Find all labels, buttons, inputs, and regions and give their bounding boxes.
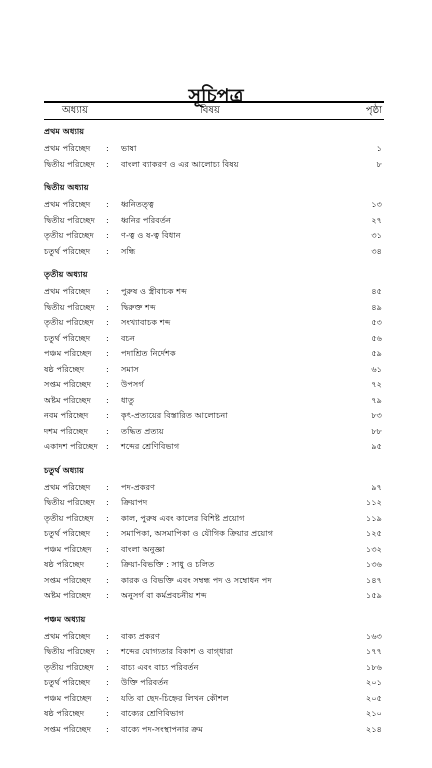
colon-separator: :: [106, 441, 109, 451]
subject-text: শব্দের শ্রেণিবিভাগ: [121, 441, 180, 451]
colon-separator: :: [106, 425, 109, 436]
chapter-label: দ্বিতীয় পরিচ্ছেদ: [44, 158, 95, 169]
toc-row: [44, 141, 384, 157]
toc-row: [44, 362, 384, 378]
subject-text: ক্রিয়া-বিভক্তি : সাধু ও চলিত: [121, 559, 215, 569]
chapter-label: তৃতীয় পরিচ্ছেদ: [44, 230, 94, 240]
toc-row: [44, 495, 384, 511]
colon-separator: :: [106, 630, 109, 641]
subject-text: ধ্বনির পরিবর্তন: [121, 214, 171, 225]
colon-separator: :: [106, 481, 109, 492]
chapter-label: দ্বিতীয় পরিচ্ছেদ: [44, 646, 95, 656]
toc-row: [44, 408, 384, 424]
subject-text: বাক্যের শ্রেণিবিভাগ: [121, 708, 184, 718]
page-number: ৫৬: [371, 332, 382, 343]
subject-text: পদ-প্রকরণ: [121, 481, 156, 492]
colon-separator: :: [106, 543, 109, 554]
colon-separator: :: [106, 723, 109, 734]
subject-text: সমাপিকা, অসমাপিকা ও যৌগিক ক্রিয়ার প্রয়োগ: [121, 528, 274, 538]
header-page: পৃষ্ঠা: [365, 105, 382, 116]
toc-row: [44, 424, 384, 440]
page-number: ৫৯: [371, 348, 382, 358]
toc-body: [44, 124, 384, 745]
subject-text: কাল, পুরুষ এবং কালের বিশিষ্ট প্রয়োগ: [121, 512, 245, 523]
page-number: ১২৫: [366, 528, 382, 538]
toc-row: [44, 706, 384, 722]
chapter-label: সপ্তম পরিচ্ছেদ: [44, 723, 92, 734]
subject-text: বচন: [121, 332, 135, 343]
header-subject: বিষয়: [200, 105, 220, 116]
colon-separator: :: [106, 245, 109, 256]
page-number: ৮৩: [371, 410, 382, 420]
chapter-label: তৃতীয় পরিচ্ছেদ: [44, 512, 94, 523]
chapter-label: ষষ্ঠ পরিচ্ছেদ: [44, 708, 85, 718]
colon-separator: :: [106, 528, 109, 538]
subject-text: দ্বিরুক্ত শব্দ: [121, 301, 156, 312]
page-number: ৭২: [371, 379, 382, 389]
chapter-label: প্রথম পরিচ্ছেদ: [44, 286, 91, 296]
page-number: ৯৭: [371, 481, 382, 492]
toc-row: [44, 377, 384, 393]
colon-separator: :: [106, 677, 109, 687]
chapter-label: চতুর্থ পরিচ্ছেদ: [44, 528, 91, 538]
chapter-label: অষ্টম পরিচ্ছেদ: [44, 394, 91, 405]
colon-separator: :: [106, 590, 109, 600]
subject-text: সমাস: [121, 363, 139, 374]
toc-row: [44, 439, 384, 455]
subject-text: সংখ্যাবাচক শব্দ: [121, 317, 171, 327]
toc-row: [44, 644, 384, 660]
toc-row: [44, 346, 384, 362]
subject-text: ণ-ত্ব ও ষ-ত্ব বিধান: [121, 230, 181, 240]
colon-separator: :: [106, 692, 109, 703]
page-number: ১৭৭: [366, 646, 382, 656]
subject-text: বাচ্য এবং বাচ্য পরিবর্তন: [121, 661, 199, 672]
toc-row: [44, 331, 384, 347]
chapter-label: সপ্তম পরিচ্ছেদ: [44, 574, 92, 585]
chapter-label: ষষ্ঠ পরিচ্ছেদ: [44, 559, 85, 569]
chapter-label: প্রথম পরিচ্ছেদ: [44, 481, 91, 492]
toc-row: [44, 300, 384, 316]
chapter-label: দ্বিতীয় পরিচ্ছেদ: [44, 301, 95, 312]
subject-text: ধ্বনিতত্ত্ব: [121, 199, 154, 209]
page-number: ১৫৯: [366, 590, 382, 600]
page-title: সূচিপত্র: [188, 85, 244, 107]
chapter-label: একাদশ পরিচ্ছেদ: [44, 441, 98, 451]
colon-separator: :: [106, 214, 109, 225]
chapter-label: পঞ্চম পরিচ্ছেদ: [44, 543, 92, 554]
page-number: ৩১: [371, 230, 382, 240]
toc-row: [44, 228, 384, 244]
chapter-label: অষ্টম পরিচ্ছেদ: [44, 590, 91, 600]
page-number: ৮: [376, 158, 382, 169]
colon-separator: :: [106, 301, 109, 312]
colon-separator: :: [106, 646, 109, 656]
colon-separator: :: [106, 158, 109, 169]
toc-row: [44, 557, 384, 573]
subject-text: তদ্ধিত প্রত্যয়: [121, 425, 164, 436]
chapter-label: প্রথম পরিচ্ছেদ: [44, 199, 91, 209]
colon-separator: :: [106, 379, 109, 389]
colon-separator: :: [106, 199, 109, 209]
chapter-label: দ্বিতীয় পরিচ্ছেদ: [44, 497, 95, 507]
chapter-label: চতুর্থ পরিচ্ছেদ: [44, 245, 91, 256]
toc-row: [44, 480, 384, 496]
page-number: ২৭: [371, 214, 382, 225]
section-title: দ্বিতীয় অধ্যায়: [44, 182, 89, 192]
page-number: ২১০: [366, 708, 382, 718]
page-number: ২১৪: [366, 723, 382, 734]
toc-section: [44, 180, 384, 259]
toc-row: [44, 157, 384, 173]
page-number: ১৪৭: [366, 574, 382, 585]
page-number: ২০৫: [366, 692, 382, 703]
subject-text: উক্তি পরিবর্তন: [121, 677, 169, 687]
section-title: পঞ্চম অধ্যায়: [44, 613, 86, 624]
chapter-label: ষষ্ঠ পরিচ্ছেদ: [44, 363, 85, 374]
toc-row: [44, 393, 384, 409]
toc-section: [44, 124, 384, 172]
toc-row: [44, 542, 384, 558]
chapter-label: প্রথম পরিচ্ছেদ: [44, 143, 91, 153]
subject-text: সন্ধি: [121, 245, 136, 256]
subject-text: ধাতু: [121, 394, 135, 405]
chapter-label: প্রথম পরিচ্ছেদ: [44, 630, 91, 641]
colon-separator: :: [106, 497, 109, 507]
chapter-label: নবম পরিচ্ছেদ: [44, 410, 89, 420]
toc-row: [44, 660, 384, 676]
chapter-label: দ্বিতীয় পরিচ্ছেদ: [44, 214, 95, 225]
page-number: ১৬৩: [366, 630, 382, 641]
colon-separator: :: [106, 230, 109, 240]
section-title: চতুর্থ অধ্যায়: [44, 464, 84, 475]
toc-row: [44, 315, 384, 331]
chapter-label: তৃতীয় পরিচ্ছেদ: [44, 661, 94, 672]
toc-row: [44, 691, 384, 707]
toc-row: [44, 675, 384, 691]
subject-text: পদাশ্রিত নির্দেশক: [121, 348, 176, 358]
page-number: ১৩২: [366, 543, 382, 554]
page-number: ৪৯: [371, 301, 382, 312]
section-title: প্রথম অধ্যায়: [44, 126, 85, 136]
subject-text: শব্দের যোগ্যতার বিকাশ ও বাগ্‌ধারা: [121, 646, 234, 656]
toc-row: [44, 244, 384, 260]
colon-separator: :: [106, 661, 109, 672]
toc-row: [44, 197, 384, 213]
subject-text: ভাষা: [121, 143, 137, 153]
colon-separator: :: [106, 286, 109, 296]
chapter-label: পঞ্চম পরিচ্ছেদ: [44, 348, 92, 358]
chapter-label: চতুর্থ পরিচ্ছেদ: [44, 332, 91, 343]
colon-separator: :: [106, 394, 109, 405]
subject-text: বাংলা অনুজ্ঞা: [121, 543, 165, 554]
page-number: ৮৮: [371, 425, 382, 436]
subject-text: বাক্যে পদ-সংস্থাপনার ক্রম: [121, 723, 203, 734]
subject-text: কৃৎ-প্রত্যয়ের বিস্তারিত আলোচনা: [121, 410, 228, 420]
subject-text: কারক ও বিভক্তি এবং সম্বন্ধ পদ ও সম্বোধন পদ: [121, 574, 272, 585]
colon-separator: :: [106, 348, 109, 358]
subject-text: অনুসর্গ বা কর্মপ্রবচনীয় শব্দ: [121, 590, 207, 600]
page-number: ৫৩: [371, 317, 382, 327]
header-chapter: অধ্যায়: [62, 105, 88, 116]
toc-row: [44, 284, 384, 300]
colon-separator: :: [106, 317, 109, 327]
chapter-label: তৃতীয় পরিচ্ছেদ: [44, 317, 94, 327]
toc-row: [44, 588, 384, 604]
toc-section: [44, 267, 384, 455]
subject-text: পুরুষ ও স্ত্রীবাচক শব্দ: [121, 286, 187, 296]
header-bottom-rule: [44, 119, 384, 120]
page-number: ৯৫: [371, 441, 382, 451]
chapter-label: দশম পরিচ্ছেদ: [44, 425, 89, 436]
page-number: ৪৫: [371, 286, 382, 296]
toc-section: [44, 463, 384, 604]
toc-row: [44, 511, 384, 527]
subject-text: বাক্য প্রকরণ: [121, 630, 160, 641]
colon-separator: :: [106, 332, 109, 343]
colon-separator: :: [106, 410, 109, 420]
page-number: ১৩: [371, 199, 382, 209]
page-number: ১১২: [366, 497, 382, 507]
page-number: ২০১: [366, 677, 382, 687]
subject-text: উপসর্গ: [121, 379, 144, 389]
page-number: ৩৪: [371, 245, 382, 256]
page-number: ৭৯: [371, 394, 382, 405]
toc-row: [44, 526, 384, 542]
toc-header: [44, 103, 384, 118]
colon-separator: :: [106, 574, 109, 585]
page-number: ১৩৬: [366, 559, 382, 569]
subject-text: ক্রিয়াপদ: [121, 497, 148, 507]
chapter-label: চতুর্থ পরিচ্ছেদ: [44, 677, 91, 687]
toc-row: [44, 722, 384, 738]
colon-separator: :: [106, 708, 109, 718]
chapter-label: পঞ্চম পরিচ্ছেদ: [44, 692, 92, 703]
colon-separator: :: [106, 512, 109, 523]
subject-text: যতি বা ছেদ-চিহ্নের লিখন কৌশল: [121, 692, 229, 703]
subject-text: বাংলা ব্যাকরণ ও এর আলোচ্য বিষয়: [121, 158, 239, 169]
page-number: ১৮৬: [366, 661, 382, 672]
section-title: তৃতীয় অধ্যায়: [44, 269, 88, 279]
toc-row: [44, 213, 384, 229]
page-number: ১১৯: [366, 512, 382, 523]
page-number: ৬১: [371, 363, 382, 374]
toc-row: [44, 629, 384, 645]
colon-separator: :: [106, 363, 109, 374]
colon-separator: :: [106, 559, 109, 569]
toc-row: [44, 573, 384, 589]
toc-section: [44, 612, 384, 738]
page-number: ১: [376, 143, 382, 153]
colon-separator: :: [106, 143, 109, 153]
chapter-label: সপ্তম পরিচ্ছেদ: [44, 379, 92, 389]
